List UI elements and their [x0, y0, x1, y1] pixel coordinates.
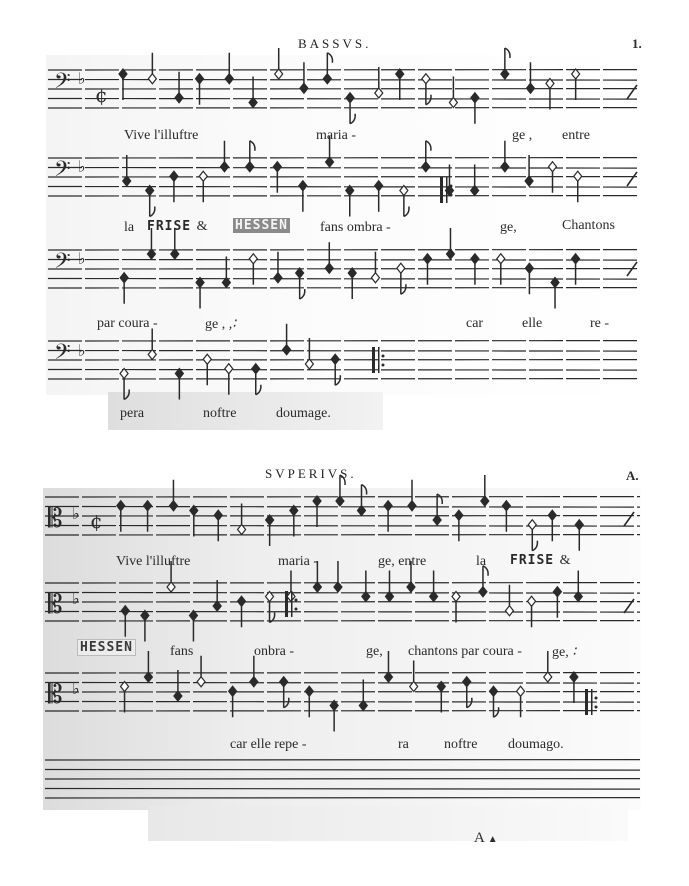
note-head [331, 354, 339, 364]
note-head [296, 268, 304, 278]
superius-heading: SVPERIVS. [265, 466, 357, 481]
note-head [197, 677, 205, 687]
repeat-bar [446, 177, 448, 203]
note-head [300, 83, 308, 93]
repeat-dot [450, 185, 453, 188]
note-head [313, 496, 321, 506]
signature-mark-bottom: A ▲ [474, 830, 498, 846]
note-flag [401, 284, 406, 294]
note-flag [327, 53, 332, 63]
flat-icon: ♭ [78, 69, 86, 88]
clef-icon: 𝄢 [54, 340, 71, 370]
staff-line [45, 683, 640, 684]
clef-icon: 𝄡 [48, 504, 63, 534]
note-head [497, 254, 505, 264]
superius-lyric-2d: chantons par coura - [408, 644, 522, 659]
repeat-bar [440, 177, 443, 203]
note-head [549, 162, 557, 172]
bassus-heading: BASSVS. [298, 36, 372, 51]
note-head [346, 93, 354, 103]
custos-mark [624, 512, 634, 526]
note-head [238, 596, 246, 606]
note-head [501, 162, 509, 172]
staff-line [48, 99, 640, 100]
note-flag [404, 207, 409, 217]
note-head [229, 686, 237, 696]
note-head [502, 501, 510, 511]
note-head [471, 93, 479, 103]
repeat-dot [595, 697, 598, 700]
note-head [283, 345, 291, 355]
note-head [525, 263, 533, 273]
note-head [446, 249, 454, 259]
note-head [408, 501, 416, 511]
note-head [334, 582, 342, 592]
clef-icon: 𝄡 [48, 590, 63, 620]
note-head [266, 515, 274, 525]
note-head [528, 596, 536, 606]
staff-line [48, 370, 640, 371]
superius-lyric-3d: doumago. [508, 737, 564, 752]
note-head [203, 354, 211, 364]
note-head [423, 254, 431, 264]
note-head [422, 74, 430, 84]
flat-icon: ♭ [78, 341, 86, 360]
bassus-lyric-1b: maria - [316, 128, 357, 143]
note-flag [426, 141, 431, 151]
note-head [384, 672, 392, 682]
repeat-dot [295, 608, 298, 611]
bassus-lyric-1c: ge , [512, 128, 533, 143]
superius-lyric-3c: noftre [444, 737, 478, 752]
note-head [384, 501, 392, 511]
bassus-lyric-1a: Vive l'illuftre [124, 128, 199, 143]
repeat-bar [591, 689, 593, 715]
note-head [375, 181, 383, 191]
hessen-gothic-word-superius: HESSEN [80, 640, 133, 655]
note-head [148, 74, 156, 84]
note-head [220, 162, 228, 172]
bassus-lyric-2d: Chantons [562, 218, 615, 233]
superius-lyric-3b: ra [398, 737, 409, 752]
repeat-bar [378, 347, 380, 373]
note-head [225, 74, 233, 84]
repeat-bar [291, 591, 293, 617]
note-head [175, 93, 183, 103]
note-head [225, 364, 233, 374]
flat-icon: ♭ [78, 157, 86, 176]
bassus-lyric-4b: noftre [203, 406, 237, 421]
repeat-dot [382, 364, 385, 367]
note-head [120, 273, 128, 283]
clef-icon: 𝄡 [48, 680, 63, 710]
note-head [305, 359, 313, 369]
note-head [544, 672, 552, 682]
bassus-lyric-4c: doumage. [276, 406, 331, 421]
note-head [199, 171, 207, 181]
note-head [313, 582, 321, 592]
note-flag [150, 207, 155, 217]
note-flag [256, 385, 261, 395]
staff-line [48, 351, 640, 352]
note-head [117, 501, 125, 511]
note-head [572, 69, 580, 79]
bassus-lyric-3d: elle [522, 316, 543, 331]
bassus-lyric-2b: fans ombra - [320, 220, 391, 235]
clef-icon: 𝄢 [54, 249, 71, 279]
note-head [336, 496, 344, 506]
superius-lyric-2e: ge, ∶ [552, 645, 576, 660]
staff-line [45, 770, 640, 771]
superius-lyric-1-frise: FRISE & [510, 553, 571, 568]
bassus-lyric-3e: re - [590, 316, 610, 331]
bassus-lyric-4a: pera [120, 406, 145, 421]
note-head [397, 263, 405, 273]
page-number: 1. [632, 36, 642, 51]
note-head [246, 162, 254, 172]
note-flag [505, 48, 510, 58]
note-head [489, 686, 497, 696]
note-head [249, 254, 257, 264]
signature-mark-top: A. [626, 468, 639, 483]
custos-mark [627, 172, 637, 186]
bassus-lyric-3c: car [466, 316, 484, 331]
hessen-gothic-word: HESSEN [235, 218, 288, 233]
superius-lyric-1c: ge, entre [378, 554, 427, 569]
clef-icon: 𝄢 [54, 157, 71, 187]
note-head [548, 510, 556, 520]
note-head [422, 162, 430, 172]
bassus-lyric-2-hessen [233, 218, 290, 234]
bassus-lyric-2-frise: FRISE & [147, 219, 208, 234]
superius-lyric-2c: ge, [366, 644, 383, 659]
note-head [574, 171, 582, 181]
custos-mark [627, 85, 637, 99]
note-head [575, 520, 583, 530]
note-head [144, 501, 152, 511]
note-head [196, 74, 204, 84]
note-head [396, 69, 404, 79]
note-head [299, 181, 307, 191]
note-head [305, 686, 313, 696]
note-head [479, 587, 487, 597]
note-head [213, 601, 221, 611]
staff-line [45, 789, 640, 790]
note-head [528, 520, 536, 530]
repeat-dot [450, 194, 453, 197]
note-head [274, 273, 282, 283]
note-head [455, 510, 463, 520]
note-head [553, 587, 561, 597]
note-head [325, 263, 333, 273]
note-head [252, 364, 260, 374]
note-flag [437, 494, 442, 504]
bassus-lyric-1d: entre [562, 128, 590, 143]
note-head [407, 582, 415, 592]
bassus-lyric-3b: ge , ,∶ [205, 317, 236, 332]
note-flag [335, 375, 340, 385]
flat-icon: ♭ [78, 249, 86, 268]
flat-icon: ♭ [72, 679, 80, 698]
note-flag [493, 707, 498, 717]
note-head [371, 273, 379, 283]
cut-time-icon: ¢ [95, 83, 108, 107]
staff-line [48, 260, 640, 261]
note-flag [340, 475, 345, 485]
repeat-bar [285, 591, 288, 617]
cut-time-icon: ¢ [90, 509, 103, 533]
note-flag [250, 141, 255, 151]
superius-lyric-1a: Vive l'illuftre [116, 554, 191, 569]
note-head [433, 515, 441, 525]
frise-gothic-word: FRISE [147, 219, 192, 234]
superius-lyric-2a: fans [170, 644, 194, 659]
note-head [517, 686, 525, 696]
staff-line [45, 593, 640, 594]
staff-line [45, 507, 640, 508]
bassus-lyric-2a: la [124, 220, 135, 235]
note-flag [300, 289, 305, 299]
note-head [481, 496, 489, 506]
note-flag [350, 114, 355, 124]
staff-line [48, 279, 640, 280]
bassus-lyric-2c: ge, [500, 220, 517, 235]
repeat-dot [595, 706, 598, 709]
repeat-dot [295, 599, 298, 602]
superius-lyric-2-hessen [78, 640, 135, 656]
note-flag [284, 698, 289, 708]
superius-lyric-2b: onbra - [254, 644, 295, 659]
note-head [348, 268, 356, 278]
note-head [250, 677, 258, 687]
note-head [572, 254, 580, 264]
note-head [280, 677, 288, 687]
note-head [471, 254, 479, 264]
note-head [525, 176, 533, 186]
staff-line [45, 702, 640, 703]
staff-line [48, 187, 640, 188]
note-head [275, 69, 283, 79]
note-head [214, 510, 222, 520]
note-head [121, 606, 129, 616]
note-head [505, 606, 513, 616]
clef-icon: 𝄢 [54, 69, 71, 99]
note-flag [532, 541, 537, 551]
bassus-lyric-3a: par coura - [97, 316, 158, 331]
repeat-bar [585, 689, 588, 715]
repeat-bar [372, 347, 375, 373]
note-head [273, 162, 281, 172]
note-head [326, 157, 334, 167]
superius-lyric-1d: la [476, 554, 487, 569]
note-head [463, 677, 471, 687]
note-flag [361, 485, 366, 495]
note-head [323, 74, 331, 84]
note-flag [124, 390, 129, 400]
note-flag [426, 95, 431, 105]
note-flag [467, 698, 472, 708]
staff-line [45, 526, 640, 527]
staff-line [45, 612, 640, 613]
flat-icon: ♭ [72, 504, 80, 523]
superius-lyric-3a: car elle repe - [230, 737, 307, 752]
frise-gothic-word-superius: FRISE [510, 553, 555, 568]
note-head [570, 672, 578, 682]
flat-icon: ♭ [72, 589, 80, 608]
note-head [170, 171, 178, 181]
note-head [501, 69, 509, 79]
superius-lyric-1b: maria - [278, 554, 319, 569]
note-head [526, 83, 534, 93]
note-head [169, 501, 177, 511]
repeat-dot [382, 355, 385, 358]
note-head [375, 88, 383, 98]
